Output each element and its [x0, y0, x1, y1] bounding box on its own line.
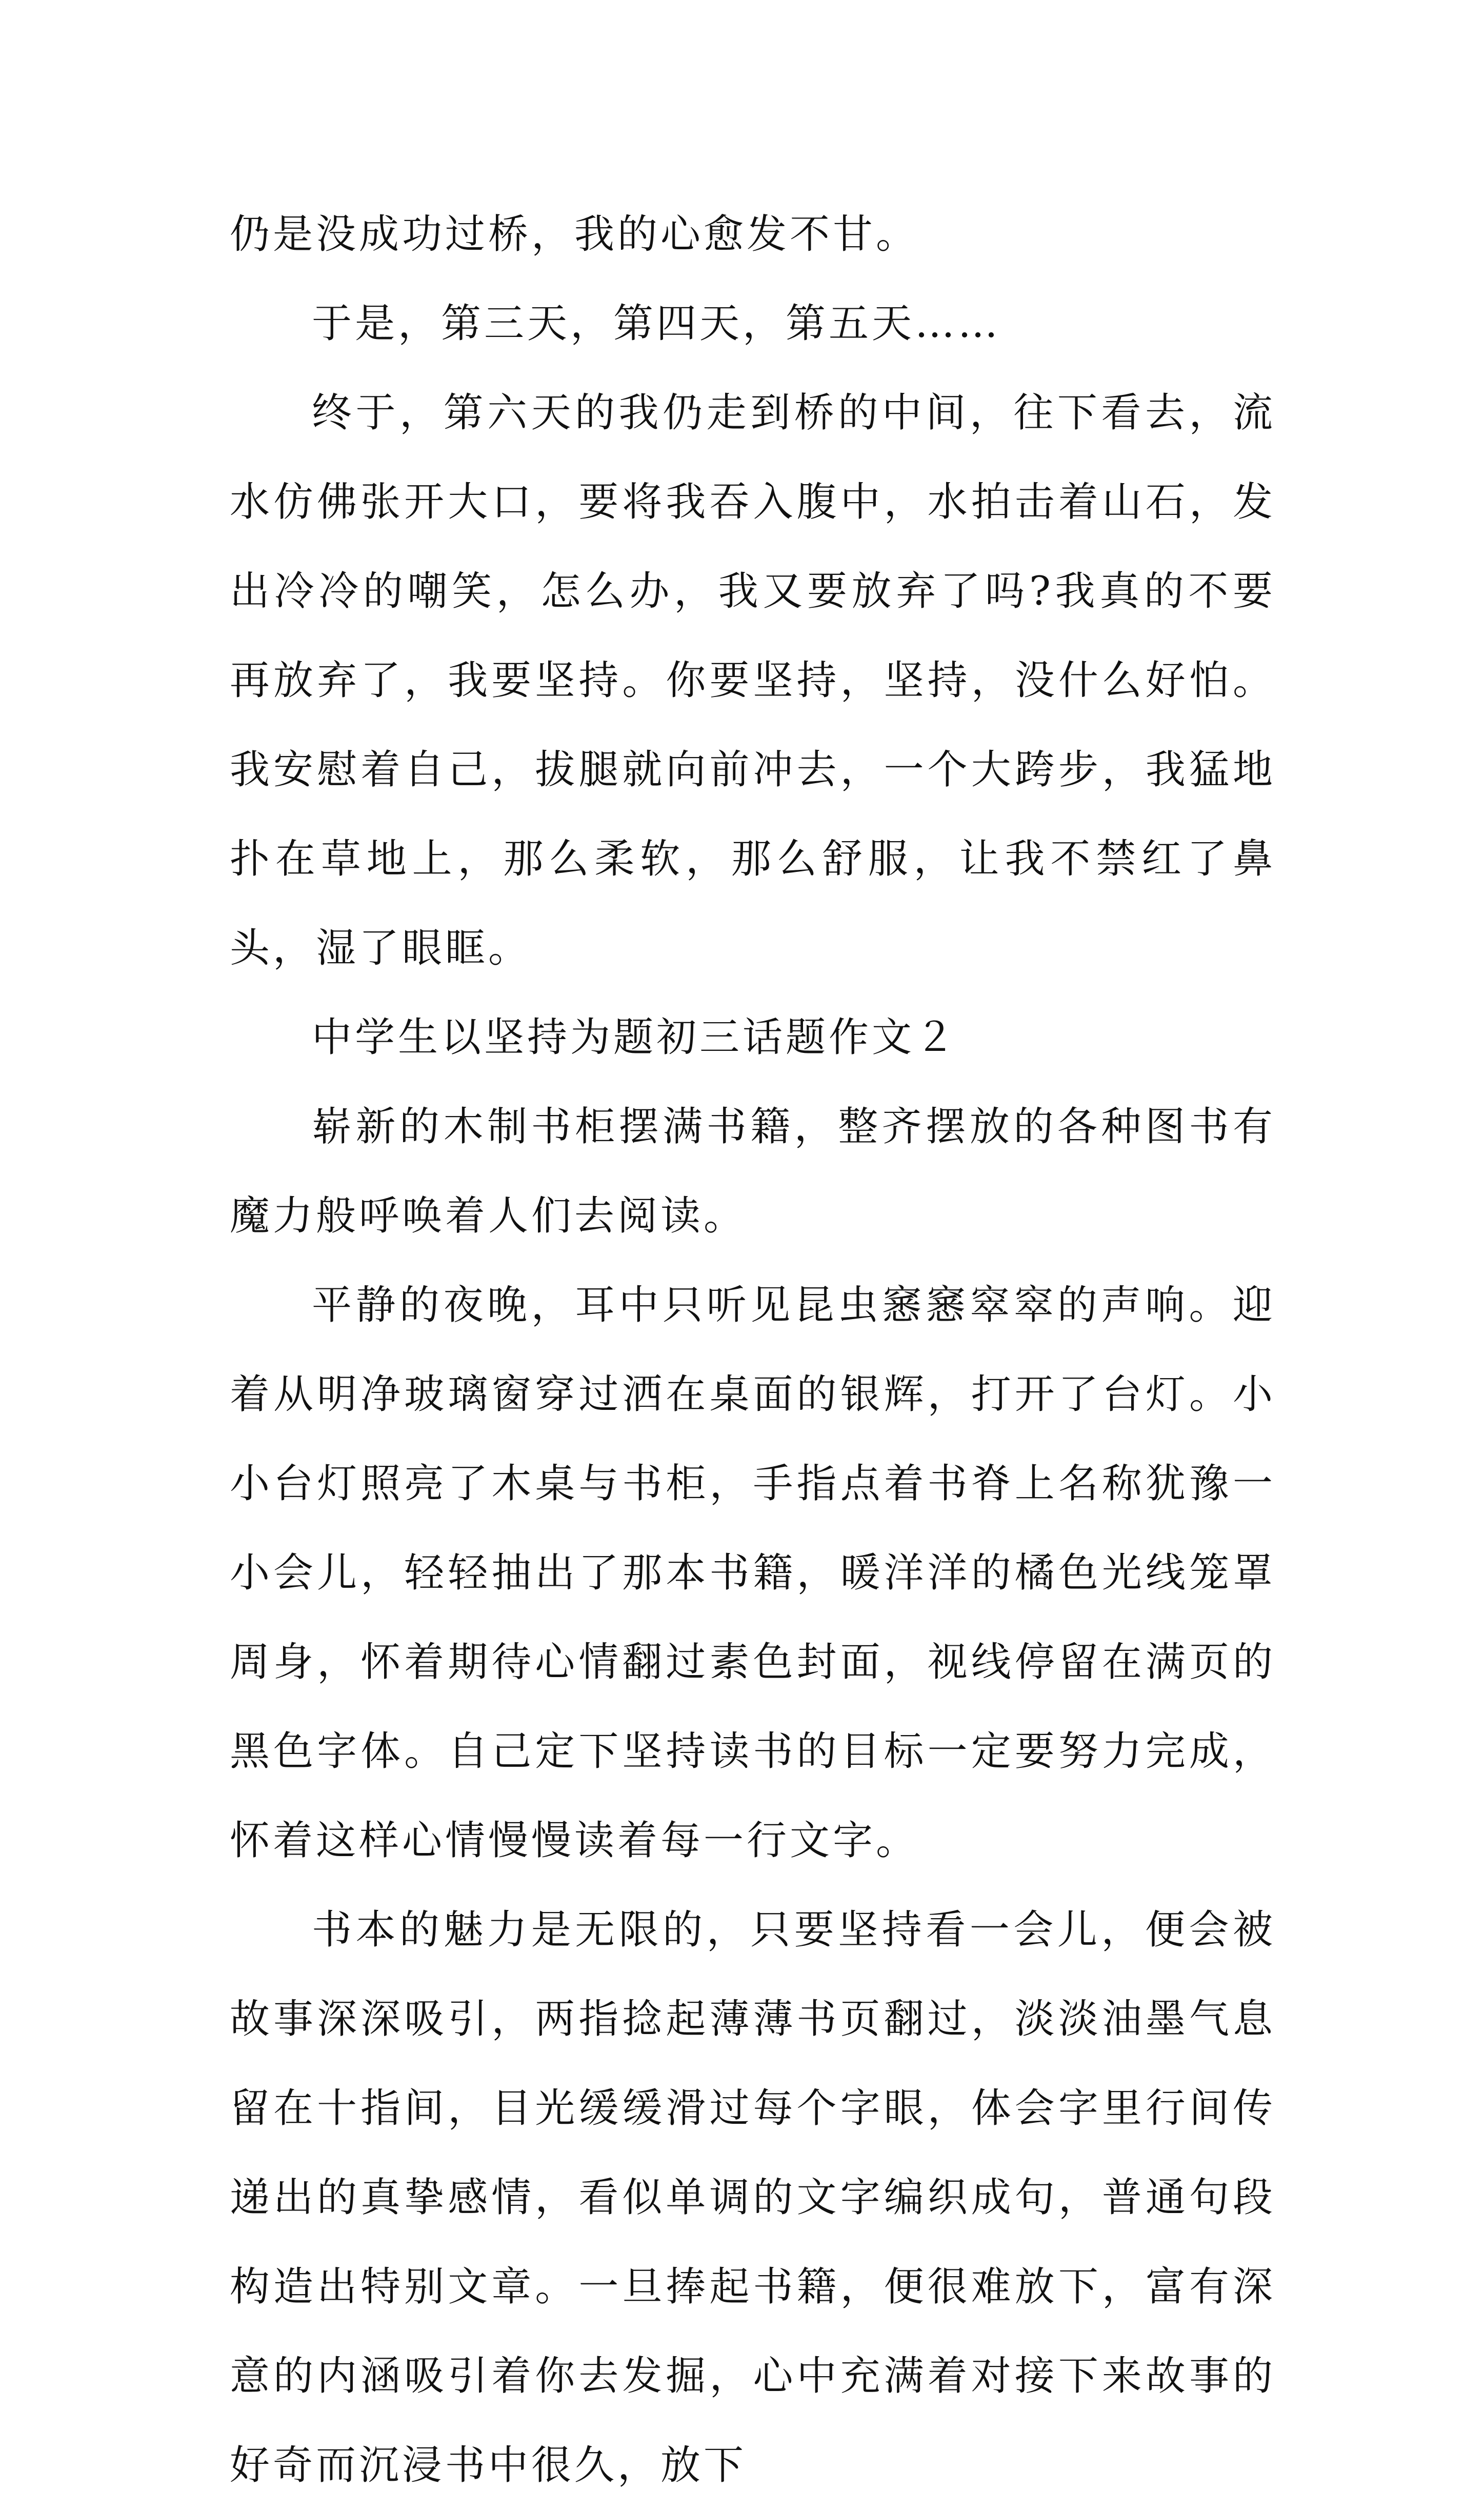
paragraph-1: 仍是没成功过桥，我的心愈发不甘。: [230, 211, 919, 257]
paragraph-3: 终于，第六天的我仍走到桥的中间，往下看去，流水仿佛张开大口，要将我吞入腹中，水拍击着山石，发出冷冷的嘲笑，怎么办，我又要放弃了吗?我真的不要再放弃了，我要坚持。你要坚持，坚持，没什么好怕。我安慰着自己，拔腿就向前冲去，一个大跨步，我猛地扑在草地上，那么柔软，那么舒服，让我不禁红了鼻头，湿了眼眶。: [230, 390, 1276, 971]
paragraph-4: 崭新的木制书柜摆满书籍，整齐摆放的各种图书有魔力般呼唤着人们去阅读。: [230, 1104, 1276, 1239]
paragraph-6: 书本的魅力是无限的，只要坚持看一会儿，便会被故事深深吸引，两指捻起薄薄书页翻过，淡淡油墨气息留在十指间，目光缓缓滑过每个字眼，体会字里行间传递出的真挚感情，看似单调的文字编织成句，普通句段构造出特别文章。一旦捧起书籍，便很难放下，富有深意的内涵吸引着你去发掘，心中充满着对接下来故事的好奇而沉浸书中很久，放下: [230, 1907, 1276, 2488]
paragraph-2: 于是，第三天，第四天，第五天……: [312, 301, 1001, 347]
section-heading: 中学生以坚持为题初三话题作文２: [312, 1014, 958, 1061]
essay-body: [230, 190, 1276, 2510]
paragraph-5: 平静的夜晚，耳中只听见昆虫窸窸窣窣的声响。迎着从明净玻璃窗穿过洒在桌面的银辉，打开了台灯。小小台灯照亮了木桌与书柜，手指点着书脊上名称犹豫一小会儿，轻轻抽出了那本书籍，暖洋洋的橘色光线笼罩周身，怀着期待心情翻过素色封面，视线停留在满页的黑色字体。自己定下坚持读书的目标一定要努力完成，怀着这样心情慢慢读着每一行文字。: [230, 1282, 1276, 1864]
